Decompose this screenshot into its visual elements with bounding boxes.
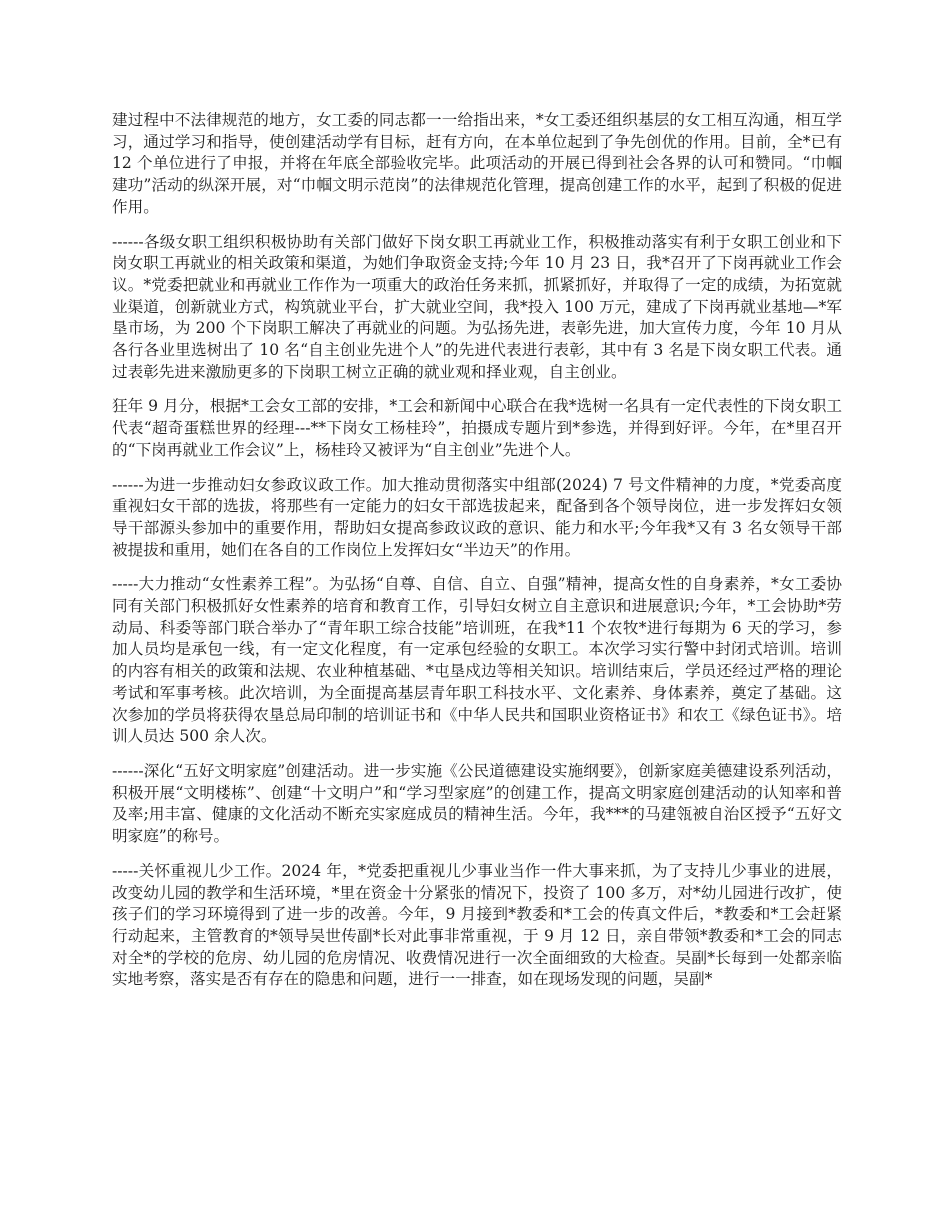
document-body [112, 110, 842, 1004]
paragraph-reemployment: ------各级女职工组织积极协助有关部门做好下岗女职工再就业工作，积极推动落实有利于女职工创业和下岗女职工再就业的相关政策和渠道，为她们争取资金支持;今年 10 月 23 日，我*召开了下岗再就业工作会议。*党委把就业和再就业工作作为一项重大的政治任务来抓，抓紧抓好，并取得了一定的成绩，为拓宽就业渠道，创新就业方式，构筑就业平台，扩大就业空间，我*投入 100 万元，建成了下岗再就业基地—*军垦市场，为 200 个下岗职工解决了再就业的问题。为弘扬先进，表彰先进，加大宣传力度，今年 10 月从各行各业里选树出了 10 名“自主创业先进个人”的先进代表进行表彰，其中有 3 名是下岗女职工代表。通过表彰先进来激励更多的下岗职工树立正确的就业观和择业观，自主创业。 [112, 232, 842, 381]
paragraph-female-literacy-project: -----大力推动“女性素养工程”。为弘扬“自尊、自信、自立、自强”精神，提高女性的自身素养，*女工委协同有关部门积极抓好女性素养的培育和教育工作，引导妇女树立自主意识和进展意识;今年，*工会协助*劳动局、科委等部门联合举办了“青年职工综合技能”培训班，在我*11 个农牧*进行每期为 6 天的学习，参加人员均是承包一线，有一定文化程度，有一定承包经验的女职工。本次学习实行警中封闭式培训。培训的内容有相关的政策和法规、农业种植基础、*屯垦戍边等相关知识。培训结束后，学员还经过严格的理论考试和军事考核。此次培训，为全面提高基层青年职工科技水平、文化素养、身体素养，奠定了基础。这次参加的学员将获得农垦总局印制的培训证书和《中华人民共和国职业资格证书》和农工《绿色证书》。培训人员达 500 余人次。 [112, 575, 842, 746]
paragraph-women-participation: ------为进一步推动妇女参政议政工作。加大推动贯彻落实中组部(2024) 7 号文件精神的力度，*党委高度重视妇女干部的选拔，将那些有一定能力的妇女干部选拔起来，配备到各个领导岗位，进一步发挥妇女领导干部源头参加中的重要作用，帮助妇女提高参政议政的意识、能力和水平;今年我*又有 3 名女领导干部被提拔和重用，她们在各自的工作岗位上发挥妇女“半边天”的作用。 [112, 475, 842, 559]
paragraph-model-worker-yang: 狂年 9 月分，根据*工会女工部的安排，*工会和新闻中心联合在我*选树一名具有一定代表性的下岗女职工代表“超奇蛋糕世界的经理---**下岗女工杨桂玲”，拍摄成专题片到*参选，并得到好评。今年，在*里召开的“下岗再就业工作会议”上，杨桂玲又被评为“自主创业”先进个人。 [112, 397, 842, 459]
paragraph-women-workers-creation: 建过程中不法律规范的地方，女工委的同志都一一给指出来，*女工委还组织基层的女工相互沟通，相互学习，通过学习和指导，使创建活动学有目标，赶有方向，在本单位起到了争先创优的作用。目前，全*已有 12 个单位进行了申报，并将在年底全部验收完毕。此项活动的开展已得到社会各界的认可和赞同。“巾帼建功”活动的纵深开展，对“巾帼文明示范岗”的法律规范化管理，提高创建工作的水平，起到了积极的促进作用。 [112, 111, 842, 216]
paragraph-children-work: -----关怀重视儿少工作。2024 年，*党委把重视儿少事业当作一件大事来抓，为了支持儿少事业的进展，改变幼儿园的教学和生活环境，*里在资金十分紧张的情况下，投资了 100 多万，对*幼儿园进行改扩，使孩子们的学习环境得到了进一步的改善。今年，9 月接到*教委和*工会的传真文件后，*教委和*工会赶紧行动起来，主管教育的*领导吴世传副*长对此事非常重视，于 9 月 12 日，亲自带领*教委和*工会的同志对全*的学校的危房、幼儿园的危房情况、收费情况进行一次全面细致的大检查。吴副*长每到一处都亲临实地考察，落实是否有存在的隐患和问题，进行一一排查，如在现场发现的问题，吴副* [112, 861, 842, 989]
paragraph-civilized-family: ------深化“五好文明家庭”创建活动。进一步实施《公民道德建设实施纲要》，创新家庭美德建设系列活动，积极开展“文明楼栋”、创建“十文明户”和“学习型家庭”的创建工作，提高文明家庭创建活动的认知率和普及率;用丰富、健康的文化活动不断充实家庭成员的精神生活。今年，我***的马建瓴被自治区授予“五好文明家庭”的称号。 [112, 761, 842, 846]
